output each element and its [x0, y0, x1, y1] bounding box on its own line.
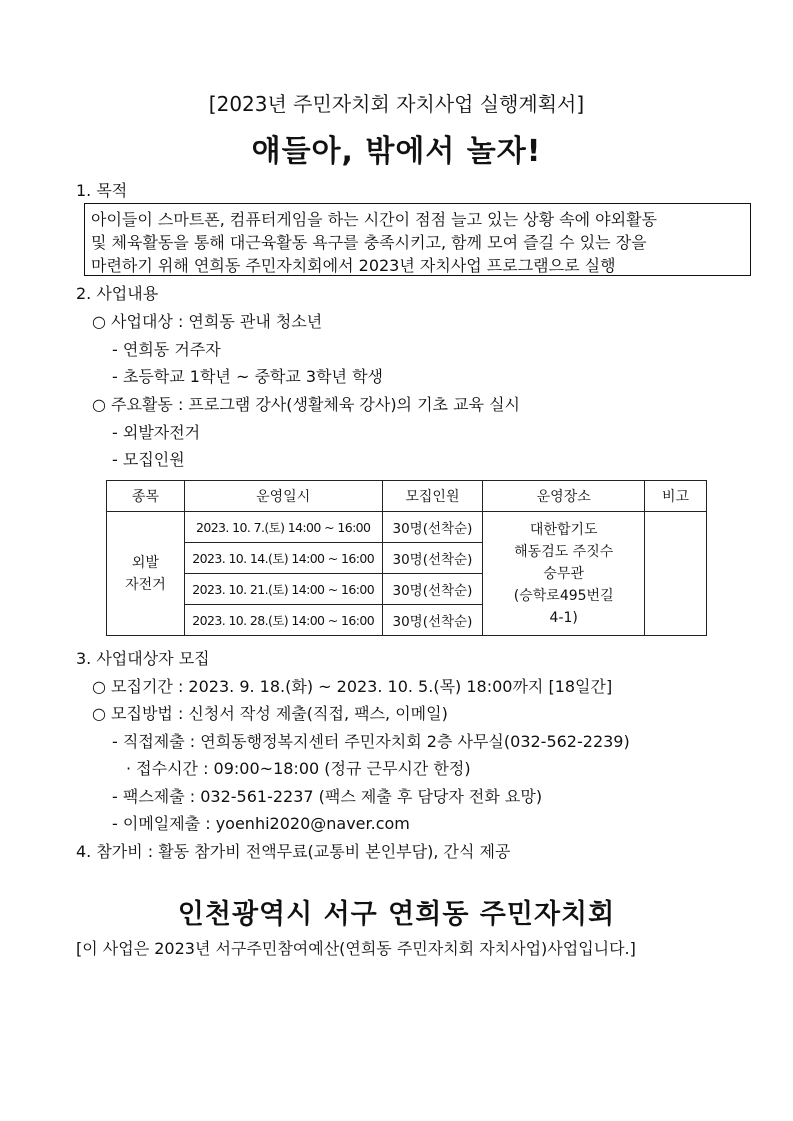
target-item-residents: - 연희동 거주자 — [112, 340, 221, 359]
schedule-table — [106, 480, 707, 636]
recruit-period: ○ 모집기간 : 2023. 9. 18.(화) ~ 2023. 10. 5.(목) 18:00까지 [18일간] — [92, 677, 613, 696]
count-cell: 30명(선착순) — [382, 543, 483, 574]
submit-direct: - 직접제출 : 연희동행정복지센터 주민자치회 2층 사무실(032-562-2239) — [112, 732, 630, 751]
count-cell: 30명(선착순) — [382, 512, 483, 543]
datetime-cell: 2023. 10. 21.(토) 14:00 ~ 16:00 — [184, 574, 382, 605]
budget-note: [이 사업은 2023년 서구주민참여예산(연희동 주민자치회 자치사업)사업입니다.] — [76, 939, 636, 958]
table-header-row — [107, 481, 707, 512]
event-cell — [107, 512, 185, 636]
event-line-2: 자전거 — [125, 576, 166, 593]
place-cell — [483, 512, 645, 636]
place-line-4: (승학로495번길 — [513, 587, 614, 604]
document-title: 얘들아, 밖에서 놀자! — [251, 134, 542, 169]
place-line-1: 대한합기도 — [529, 521, 598, 538]
datetime-cell: 2023. 10. 14.(토) 14:00 ~ 16:00 — [184, 543, 382, 574]
submit-fax: - 팩스제출 : 032-561-2237 (팩스 제출 후 담당자 전화 요망) — [112, 787, 543, 806]
purpose-line-1: 아이들이 스마트폰, 컴퓨터게임을 하는 시간이 점점 늘고 있는 상황 속에 야외활동 — [91, 210, 657, 229]
section-content-heading: 2. 사업내용 — [76, 284, 159, 303]
count-cell: 30명(선착순) — [382, 574, 483, 605]
submit-email: - 이메일제출 : yoenhi2020@naver.com — [112, 814, 410, 833]
reception-hours: · 접수시간 : 09:00~18:00 (정규 근무시간 한정) — [126, 759, 471, 778]
datetime-cell: 2023. 10. 28.(토) 14:00 ~ 16:00 — [184, 605, 382, 636]
purpose-line-3: 마련하기 위해 연희동 주민자치회에서 2023년 자치사업 프로그램으로 실행 — [91, 256, 616, 275]
target-line: ○ 사업대상 : 연희동 관내 청소년 — [92, 312, 323, 331]
header-remark: 비고 — [645, 481, 707, 512]
place-line-5: 4-1) — [549, 609, 578, 626]
activity-line: ○ 주요활동 : 프로그램 강사(생활체육 강사)의 기초 교육 실시 — [92, 395, 521, 414]
section-purpose-heading: 1. 목적 — [76, 181, 128, 200]
activity-item-recruit: - 모집인원 — [112, 450, 185, 469]
target-item-students: - 초등학교 1학년 ~ 중학교 3학년 학생 — [112, 367, 383, 386]
place-line-2: 해동검도 주짓수 — [514, 543, 614, 560]
document-subtitle: [2023년 주민자치회 자치사업 실행계획서] — [208, 92, 585, 116]
table-row — [107, 512, 707, 543]
place-line-3: 숭무관 — [543, 565, 584, 582]
organization-name: 인천광역시 서구 연희동 주민자치회 — [177, 899, 616, 930]
header-datetime: 운영일시 — [184, 481, 382, 512]
activity-item-unicycle: - 외발자전거 — [112, 423, 201, 442]
section-recruit-heading: 3. 사업대상자 모집 — [76, 649, 210, 668]
remark-cell — [645, 512, 707, 636]
count-cell: 30명(선착순) — [382, 605, 483, 636]
purpose-line-2: 및 체육활동을 통해 대근육활동 욕구를 충족시키고, 함께 모여 즐길 수 있는 장을 — [91, 233, 647, 252]
header-count: 모집인원 — [382, 481, 483, 512]
datetime-cell: 2023. 10. 7.(토) 14:00 ~ 16:00 — [184, 512, 382, 543]
header-event: 종목 — [107, 481, 185, 512]
event-line-1: 외발 — [131, 554, 159, 571]
recruit-method: ○ 모집방법 : 신청서 작성 제출(직접, 팩스, 이메일) — [92, 704, 448, 723]
header-place: 운영장소 — [483, 481, 645, 512]
purpose-box — [84, 203, 751, 276]
section-fee-line: 4. 참가비 : 활동 참가비 전액무료(교통비 본인부담), 간식 제공 — [76, 842, 511, 861]
